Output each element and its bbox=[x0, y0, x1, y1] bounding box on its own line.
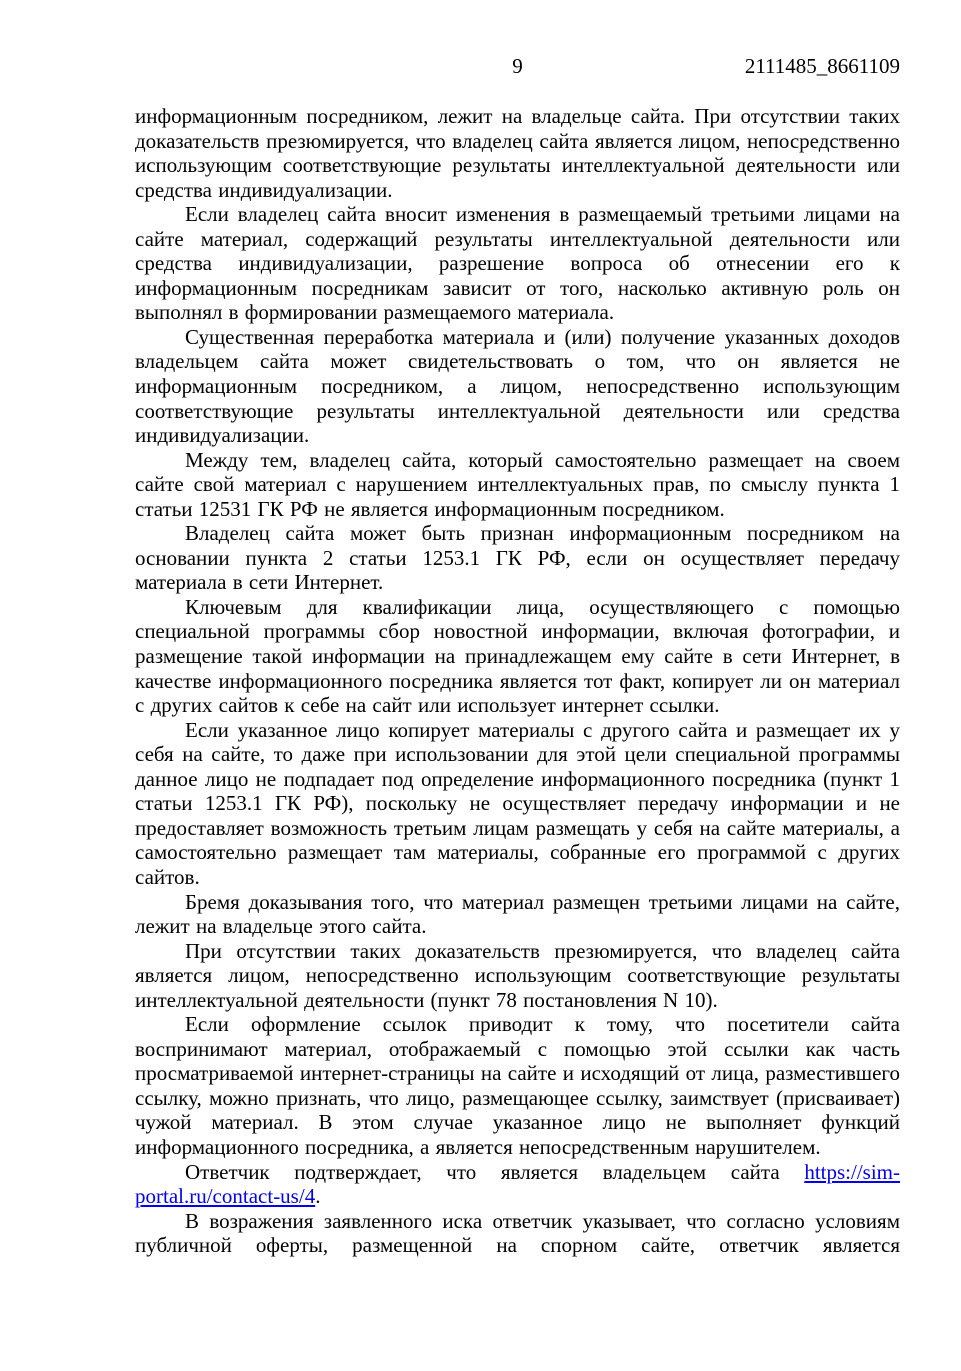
text-run: Если оформление ссылок приводит к тому, что посетители сайта воспринимают материал, отображаемый с помощью этой ссылки как часть просматриваемой интернет-страницы на сайте и исходящий от лица, разместившего ссылку, можно признать, что лицо, размещающее ссылку, заимствует (присваивает) чужой материал. В этом случае указанное лицо не выполняет функций информационного посредника, а является непосредственным нарушителем. bbox=[135, 1012, 900, 1159]
paragraph bbox=[135, 1209, 900, 1258]
text-run: В возражения заявленного иска ответчик указывает, что согласно условиям публичной оферты, размещенной на спорном сайте, ответчик является bbox=[135, 1208, 900, 1258]
paragraph bbox=[135, 939, 900, 1013]
text-run: Если указанное лицо копирует материалы с другого сайта и размещает их у себя на сайте, то даже при использовании для этой цели специальной программы данное лицо не подпадает под определение информационного посредника (пункт 1 статьи 1253.1 ГК РФ), поскольку не осуществляет передачу информации и не предоставляет возможность третьим лицам размещать у себя на сайте материалы, а самостоятельно размещает там материалы, собранные его программой с других сайтов. bbox=[135, 717, 900, 889]
text-run: Бремя доказывания того, что материал размещен третьими лицами на сайте, лежит на владельце этого сайта. bbox=[135, 889, 900, 939]
document-body bbox=[135, 104, 900, 1258]
paragraph bbox=[135, 448, 900, 522]
paragraph bbox=[135, 104, 900, 202]
paragraph bbox=[135, 595, 900, 718]
text-run: Владелец сайта может быть признан информационным посредником на основании пункта 2 статьи 1253.1 ГК РФ, если он осуществляет передачу материала в сети Интернет. bbox=[135, 521, 900, 595]
text-run: Между тем, владелец сайта, который самостоятельно размещает на своем сайте свой материал с нарушением интеллектуальных прав, по смыслу пункта 1 статьи 12531 ГК РФ не является информационным посредником. bbox=[135, 447, 900, 521]
text-run: При отсутствии таких доказательств презюмируется, что владелец сайта является лицом, непосредственно использующим соответствующие результаты интеллектуальной деятельности (пункт 78 постановления N 10). bbox=[135, 938, 900, 1012]
site-link[interactable]: https://sim-portal.ru/contact-us/4 bbox=[135, 1159, 900, 1209]
paragraph bbox=[135, 718, 900, 890]
paragraph bbox=[135, 325, 900, 448]
page-number: 9 bbox=[512, 54, 523, 78]
text-run: Ответчик подтверждает, что является владельцем сайта bbox=[185, 1159, 805, 1184]
paragraph bbox=[135, 521, 900, 595]
paragraph bbox=[135, 1012, 900, 1159]
document-id: 2111485_8661109 bbox=[744, 54, 900, 78]
text-run: Если владелец сайта вносит изменения в размещаемый третьими лицами на сайте материал, содержащий результаты интеллектуальной деятельности или средства индивидуализации, разрешение вопроса об отнесении его к информационным посредникам зависит от того, насколько активную роль он выполнял в формировании размещаемого материала. bbox=[135, 202, 900, 325]
paragraph bbox=[135, 202, 900, 325]
paragraph bbox=[135, 890, 900, 939]
text-run: информационным посредником, лежит на владельце сайта. При отсутствии таких доказательств презюмируется, что владелец сайта является лицом, непосредственно использующим соответствующие результаты интеллектуальной деятельности или средства индивидуализации. bbox=[135, 104, 900, 202]
text-run: Существенная переработка материала и (или) получение указанных доходов владельцем сайта может свидетельствовать о том, что он является не информационным посредником, а лицом, непосредственно использующим соответствующие результаты интеллектуальной деятельности или средства индивидуализации. bbox=[135, 324, 900, 448]
text-run: Ключевым для квалификации лица, осуществляющего с помощью специальной программы сбор новостной информации, включая фотографии, и размещение такой информации на принадлежащем ему сайте в сети Интернет, в качестве информационного посредника является тот факт, копирует ли он материал с других сайтов к себе на сайт или использует интернет ссылки. bbox=[135, 594, 900, 718]
paragraph bbox=[135, 1160, 900, 1209]
text-run: . bbox=[315, 1184, 321, 1209]
page-header bbox=[135, 53, 900, 79]
